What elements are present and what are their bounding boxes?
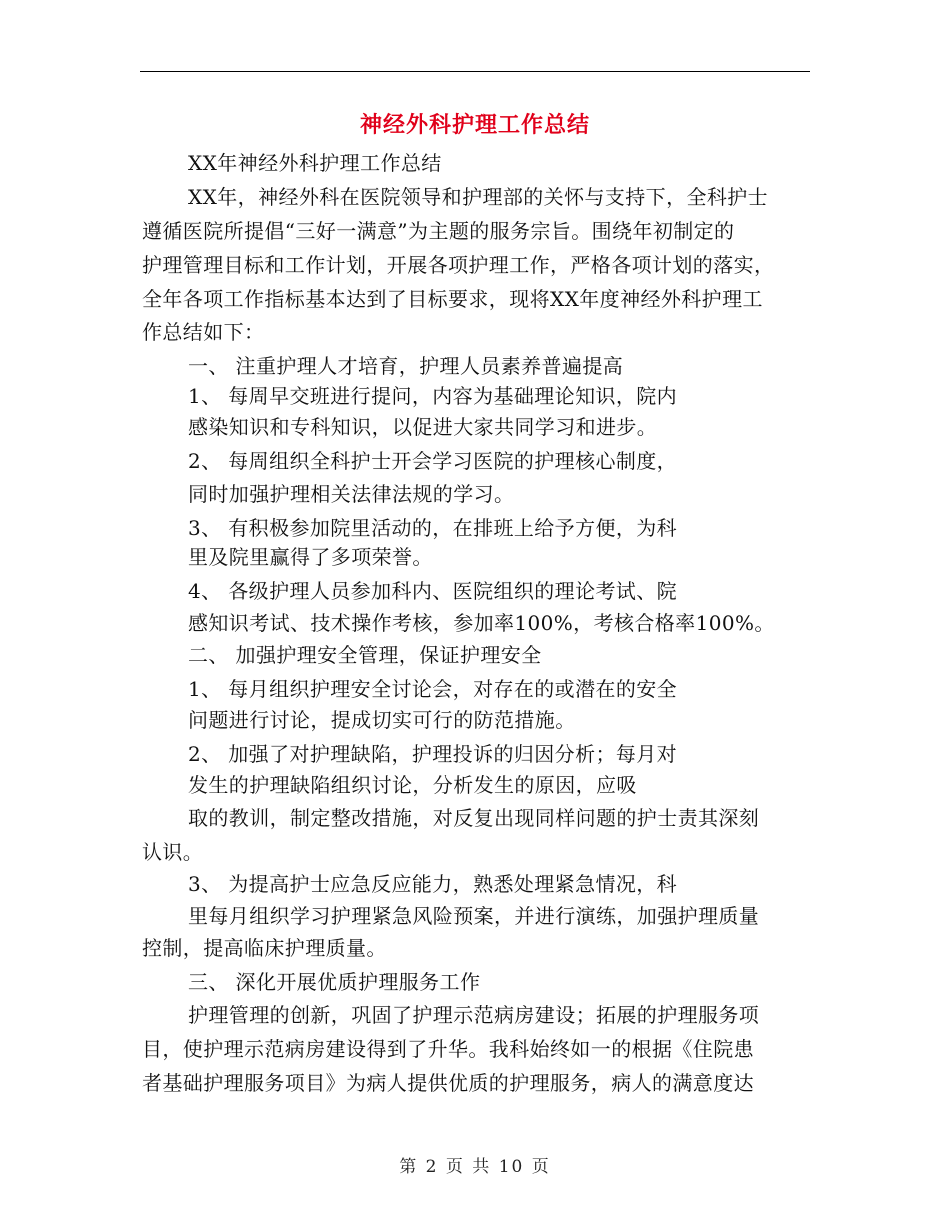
section-heading: 一、 注重护理人才培育，护理人员素养普遍提高 (188, 354, 624, 378)
text-line: 发生的护理缺陷组织讨论，分析发生的原因，应吸 (188, 773, 637, 797)
text-line: 控制，提高临床护理质量。 (142, 936, 387, 960)
text-line: 问题进行讨论，提成切实可行的防范措施。 (188, 708, 576, 732)
text-line: 3、 为提高护士应急反应能力，熟悉处理紧急情况，科 (188, 872, 678, 896)
text-line: 2、 加强了对护理缺陷，护理投诉的归因分析；每月对 (188, 742, 678, 766)
text-line: 护理管理目标和工作计划，开展各项护理工作，严格各项计划的落实， (142, 253, 775, 277)
document-title: 神经外科护理工作总结 (359, 112, 590, 138)
text-line: 感染知识和专科知识，以促进大家共同学习和进步。 (188, 415, 658, 439)
text-line: 全年各项工作指标基本达到了目标要求，现将XX年度神经外科护理工 (142, 287, 763, 311)
text-line: 者基础护理服务项目》为病人提供优质的护理服务，病人的满意度达 (142, 1071, 754, 1095)
text-line: 目，使护理示范病房建设得到了升华。我科始终如一的根据《住院患 (142, 1037, 754, 1061)
page-number-footer: 第 2 页 共 10 页 (399, 1157, 551, 1177)
text-line: 感知识考试、技术操作考核，参加率100%，考核合格率100%。 (188, 611, 775, 635)
text-line: 1、 每周早交班进行提问，内容为基础理论知识，院内 (188, 384, 678, 408)
text-line: 4、 各级护理人员参加科内、医院组织的理论考试、院 (188, 579, 678, 603)
text-line: XX年神经外科护理工作总结 (188, 151, 442, 175)
text-line: 里及院里赢得了多项荣誉。 (188, 545, 433, 569)
section-heading: 二、 加强护理安全管理，保证护理安全 (188, 643, 542, 667)
text-line: 作总结如下： (142, 320, 265, 344)
text-line: XX年，神经外科在医院领导和护理部的关怀与支持下，全科护士 (188, 185, 769, 209)
text-line: 认识。 (142, 840, 204, 864)
text-line: 遵循医院所提倡“三好一满意”为主题的服务宗旨。围绕年初制定的 (142, 219, 735, 243)
text-line: 1、 每月组织护理安全讨论会，对存在的或潜在的安全 (188, 677, 678, 701)
text-line: 取的教训，制定整改措施，对反复出现同样问题的护士责其深刻 (188, 806, 760, 830)
header-rule (140, 71, 810, 72)
text-line: 2、 每周组织全科护士开会学习医院的护理核心制度， (188, 449, 678, 473)
text-line: 3、 有积极参加院里活动的，在排班上给予方便，为科 (188, 516, 678, 540)
section-heading: 三、 深化开展优质护理服务工作 (188, 970, 481, 994)
text-line: 同时加强护理相关法律法规的学习。 (188, 482, 515, 506)
text-line: 护理管理的创新，巩固了护理示范病房建设；拓展的护理服务项 (188, 1003, 760, 1027)
text-line: 里每月组织学习护理紧急风险预案，并进行演练，加强护理质量 (188, 904, 760, 928)
